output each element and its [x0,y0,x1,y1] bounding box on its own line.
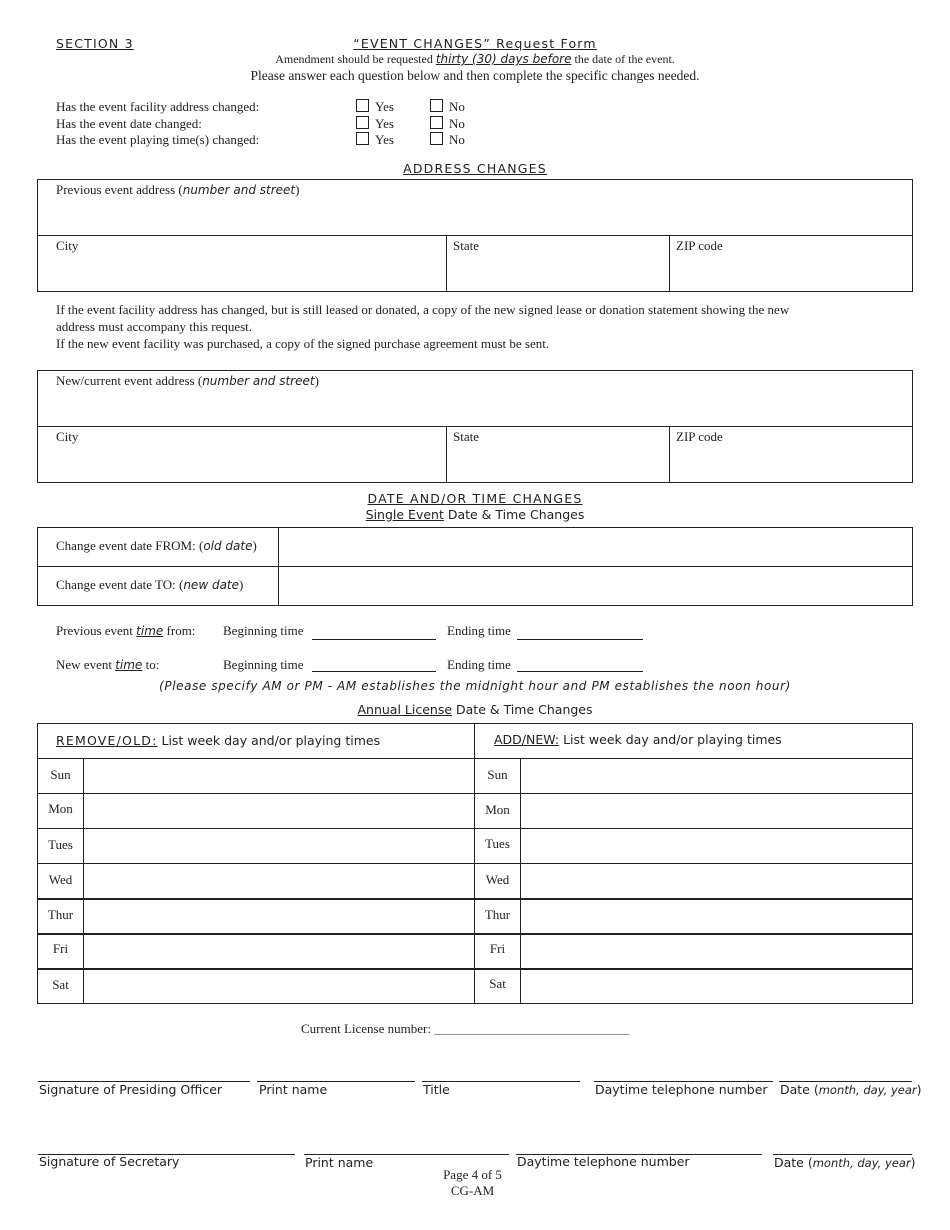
date-from-label [56,538,257,554]
time-word: time [115,658,143,672]
date-to-hint: new date [183,578,240,592]
question-date: Has the event date changed: [56,115,202,131]
officer-title-label: Title [423,1082,450,1097]
previous-ending-label: Ending time [447,623,511,638]
no-column [430,99,465,149]
officer-phone-label: Daytime telephone number [595,1082,768,1097]
day-label-sun: Sun [487,767,508,782]
instruction-text: Please answer each question below and then complete the specific changes needed. [250,68,700,83]
divider [37,933,913,935]
secretary-phone-label: Daytime telephone number [517,1154,690,1169]
annual-license-rest: Date & Time Changes [452,702,593,717]
address-note [56,301,906,352]
form-title-text: “EVENT CHANGES” Request Form [353,36,597,51]
address-note-line: If the event facility address has changed, but is still leased or donated, a copy of the new signed lease or donation statement showing the new [56,302,790,317]
datetime-heading-text: DATE AND/OR TIME CHANGES [367,491,583,506]
checkbox-icon[interactable] [356,132,369,145]
paren: ) [314,373,319,388]
license-number-input[interactable]: ______________________________ [434,1021,630,1036]
officer-date-label [780,1082,922,1097]
divider [669,426,670,483]
amendment-deadline: thirty (30) days before [435,52,572,66]
single-event-text: Single Event [365,507,444,522]
date-pre: Date ( [780,1082,819,1097]
date-to-text: Change event date TO: ( [56,577,184,592]
add-new-header [494,732,782,747]
day-label-tues: Tues [48,837,73,852]
day-label-sun: Sun [50,767,71,782]
divider [37,758,913,759]
divider [37,426,913,427]
no-option-address[interactable] [430,99,465,116]
day-label-thur: Thur [47,907,74,922]
divider [37,793,913,794]
day-label-sat: Sat [489,976,506,991]
previous-time-pre: Previous event [56,623,137,638]
question-address: Has the event facility address changed: [56,99,260,114]
address-note-line: If the new event facility was purchased, a copy of the signed purchase agreement must be sent. [56,336,550,351]
new-time-pre: New event [56,657,116,672]
date-to-label [56,577,243,593]
single-event-subheading [0,507,950,522]
date-from-hint: old date [203,539,253,553]
new-city-label[interactable]: City [56,429,79,444]
day-label-wed: Wed [485,872,510,887]
yes-label: Yes [375,132,394,147]
previous-time-post: from: [163,623,196,638]
divider [446,235,447,292]
question-time: Has the event playing time(s) changed: [56,132,260,147]
day-label-mon: Mon [485,802,510,817]
divider [37,828,913,829]
previous-beginning-label: Beginning time [223,623,304,638]
previous-address-field[interactable] [56,182,299,198]
officer-signature-label: Signature of Presiding Officer [39,1082,223,1097]
date-post: ) [910,1155,916,1170]
amendment-note [0,52,950,67]
day-label-mon: Mon [48,801,73,816]
date-pre: Date ( [774,1155,813,1170]
address-heading-text: ADDRESS CHANGES [403,161,547,176]
annual-license-text: Annual License [357,702,453,717]
day-label-wed: Wed [48,872,73,887]
questions-block [56,99,259,149]
new-state-label[interactable]: State [453,429,479,444]
previous-beginning-input[interactable] [312,639,436,640]
date-hint: month, day, year [818,1083,917,1097]
yes-column [356,99,394,149]
license-number-label: Current License number: [301,1021,431,1036]
day-label-tues: Tues [485,836,510,851]
yes-option-address[interactable] [356,99,394,116]
new-beginning-label: Beginning time [223,657,304,672]
paren: ) [252,538,257,553]
new-address-hint: number and street [202,374,315,388]
new-time-post: to: [142,657,160,672]
divider [669,235,670,292]
datetime-heading [0,491,950,506]
time-word: time [136,624,164,638]
secretary-signature-label: Signature of Secretary [39,1154,180,1169]
new-date-input[interactable] [280,567,912,605]
day-label-thur: Thur [484,907,511,922]
date-post: ) [916,1082,922,1097]
new-address-label: New/current event address ( [56,373,203,388]
address-note-line: address must accompany this request. [56,319,253,334]
section-label: SECTION 3 [56,36,134,51]
yes-option-time[interactable] [356,132,394,149]
remove-old-header [56,733,380,748]
page-number: Page 4 of 5 [443,1167,502,1182]
single-event-rest: Date & Time Changes [443,507,585,522]
form-code: CG-AM [450,1183,495,1198]
divider [37,968,913,970]
previous-state-label[interactable]: State [453,238,479,253]
divider [37,863,913,864]
license-number-row [301,1021,629,1037]
new-ending-label: Ending time [447,657,511,672]
no-label: No [449,132,465,147]
annual-subheading [0,702,950,717]
no-label: No [449,99,465,114]
new-time-label [56,657,159,673]
day-label-sat: Sat [52,977,69,992]
new-ending-input[interactable] [517,671,643,672]
officer-print-label: Print name [259,1082,328,1097]
checkbox-icon[interactable] [356,116,369,129]
previous-address-label: Previous event address ( [56,182,183,197]
remove-old-rest: List week day and/or playing times [157,733,381,748]
previous-zip-label[interactable]: ZIP code [676,238,723,253]
previous-time-label [56,623,195,639]
yes-label: Yes [375,115,394,131]
remove-old-label: REMOVE/OLD: [56,733,158,748]
page-footer [0,1167,945,1199]
divider [446,426,447,483]
amendment-note-post: the date of the event. [571,52,675,66]
ampm-note: (Please specify AM or PM - AM establishes the midnight hour and PM establishes the noon hour) [159,679,791,693]
amendment-note-pre: Amendment should be requested [275,52,436,66]
divider [37,898,913,900]
yes-label: Yes [375,99,394,114]
yes-option-date[interactable] [356,116,394,133]
divider [278,527,279,606]
previous-address-hint: number and street [182,183,296,197]
day-label-fri: Fri [52,941,69,956]
date-hint: month, day, year [812,1156,911,1170]
checkbox-icon[interactable] [430,99,443,112]
address-heading [0,161,950,176]
no-option-date[interactable] [430,116,465,133]
new-zip-label[interactable]: ZIP code [676,429,723,444]
day-label-fri: Fri [489,941,506,956]
checkbox-icon[interactable] [356,99,369,112]
paren: ) [239,577,244,592]
no-label: No [449,115,465,131]
divider [37,235,913,236]
form-title [0,36,950,51]
previous-city-label[interactable]: City [56,238,79,253]
checkbox-icon[interactable] [430,132,443,145]
paren: ) [295,182,300,197]
previous-ending-input[interactable] [517,639,643,640]
no-option-time[interactable] [430,132,465,149]
date-from-text: Change event date FROM: ( [56,538,204,553]
add-new-rest: List week day and/or playing times [559,732,782,747]
add-new-label: ADD/NEW: [494,732,560,747]
checkbox-icon[interactable] [430,116,443,129]
old-date-input[interactable] [280,528,912,565]
secretary-print-label: Print name [305,1155,374,1170]
new-beginning-input[interactable] [312,671,436,672]
new-address-field[interactable] [56,373,319,389]
